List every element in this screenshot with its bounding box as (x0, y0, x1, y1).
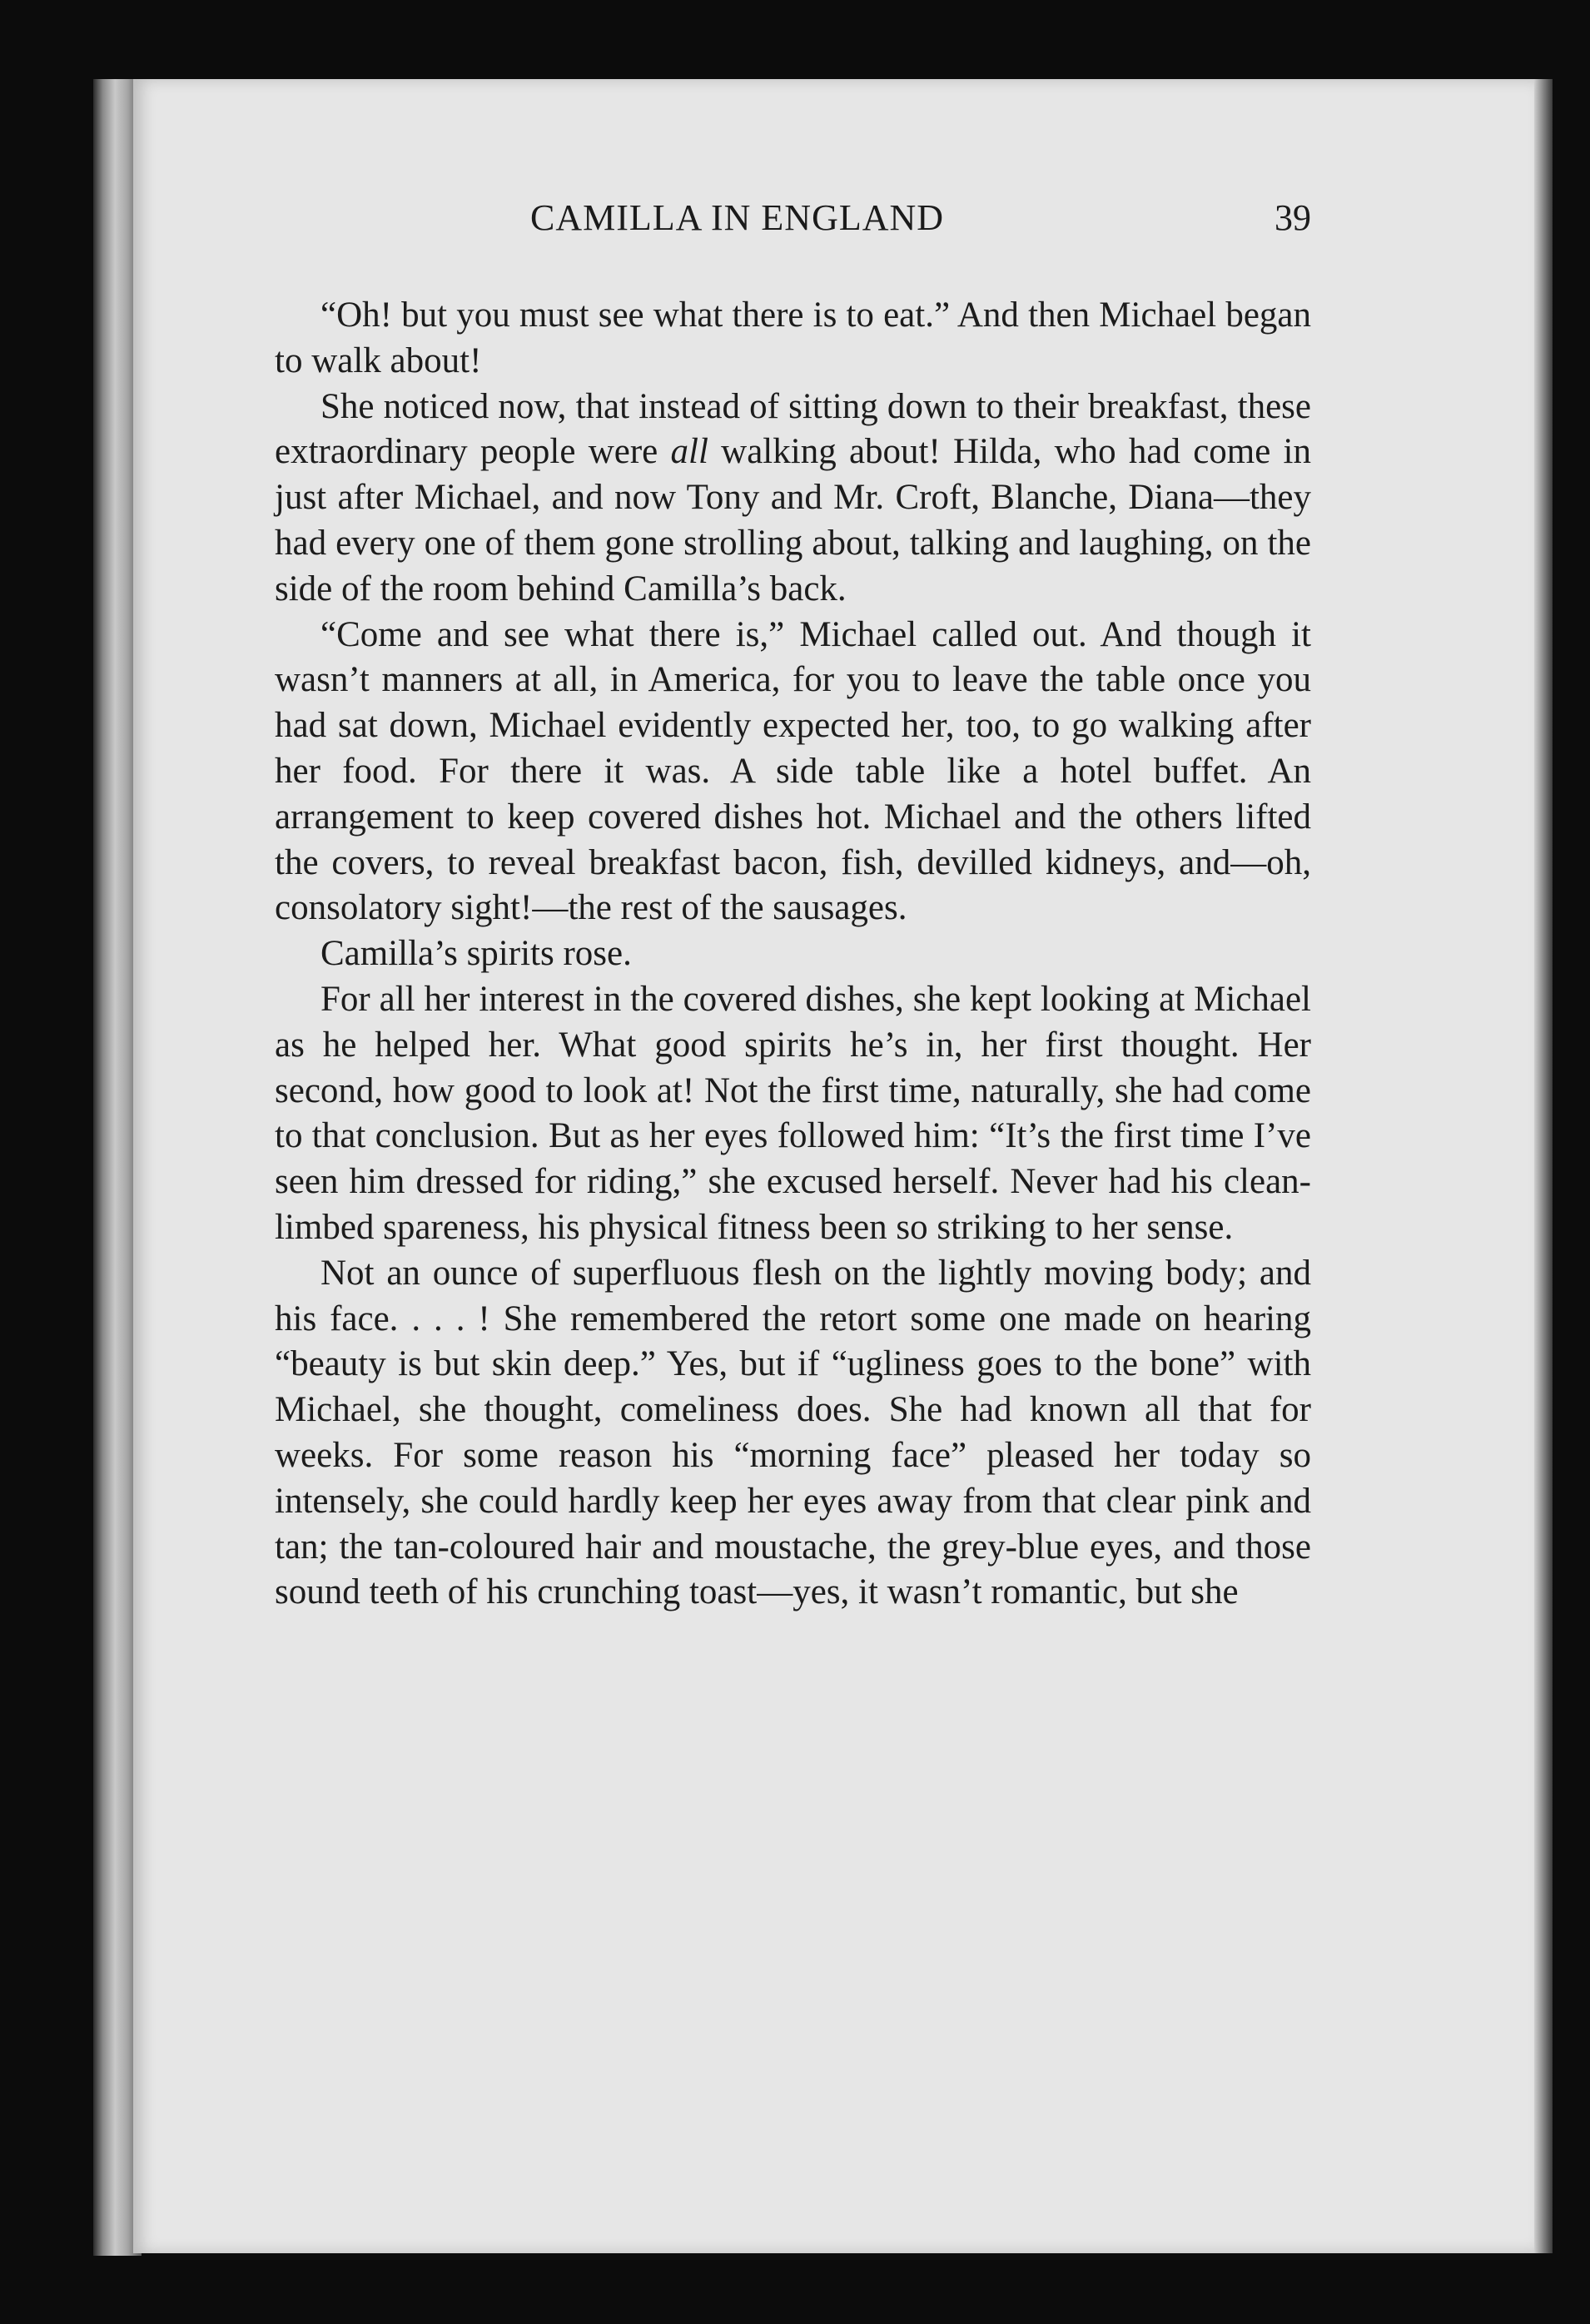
page-number: 39 (1274, 197, 1311, 238)
paragraph: Camilla’s spirits rose. (320, 934, 632, 974)
paragraph-text: walking about! Hilda, who had come in just after Michael, and now Tony and Mr. Croft, Blanche, Diana—they had every one of them gone strolling about, talking and laughing, on the side of the room behind Camilla’s back. (275, 432, 1311, 608)
right-page-edge (1534, 79, 1553, 2253)
page-header (275, 196, 1311, 255)
paragraph: Not an ounce of superfluous flesh on the lightly moving body; and his face. . . . ! She remembered the retort some one made on hearing “beauty is but skin deep.” Yes, but if “ugliness goes to the bone” with Michael, she thought, comeliness does. She had known all that for weeks. For some reason his “morning face” pleased her today so intensely, she could hardly keep her eyes away from that clear pink and tan; the tan-coloured hair and moustache, the grey-blue eyes, and those sound teeth of his crunching toast—yes, it wasn’t romantic, but she (275, 1253, 1311, 1612)
paragraph (275, 385, 1311, 613)
paragraph: “Come and see what there is,” Michael called out. And though it wasn’t manners at all, in America, for you to leave the table once you had sat down, Michael evidently expected her, too, to go walking after her food. For there it was. A side table like a hotel buffet. An arrangement to keep covered dishes hot. Michael and the others lifted the covers, to reveal breakfast bacon, fish, devilled kidneys, and—oh, consolatory sight!—the rest of the sausages. (275, 614, 1311, 928)
running-title: CAMILLA IN ENGLAND (530, 197, 945, 238)
paragraph-text: She noticed now, that instead of sitting down to their breakfast, these extraordinary people were (275, 386, 1311, 472)
body-text (275, 293, 1311, 1616)
paragraph: “Oh! but you must see what there is to eat.” And then Michael began to walk about! (275, 295, 1311, 380)
emphasized-word: all (670, 432, 708, 472)
paragraph: For all her interest in the covered dishes, she kept looking at Michael as he helped her. What good spirits he’s in, her first thought. Her second, how good to look at! Not the first time, naturally, she had come to that conclusion. But as her eyes followed him: “It’s the first time I’ve seen him dressed for riding,” she excused herself. Never had his clean-limbed spareness, his physical fitness been so striking to her sense. (275, 979, 1311, 1247)
